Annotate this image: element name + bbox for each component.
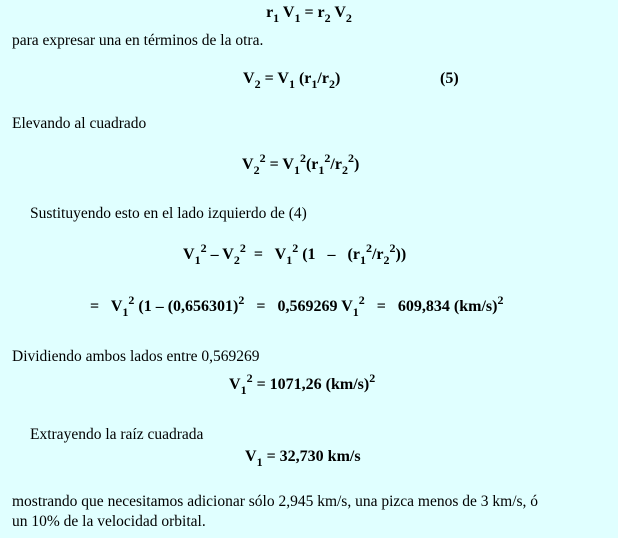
- equation-numeric: = $V_1^2$ ($1 - (0,656301)^2 = 0,569269$ $V_1^2 = 609,834$ $(km/s)^2$: [90, 293, 504, 319]
- paragraph-text: Dividiendo ambos lados entre 0,569269: [12, 348, 260, 365]
- equation-5: $V_2 = V_1$ $(r_1/r_2)$: [243, 70, 341, 91]
- equation-v1: $V_1 = 32,730$ km/s: [245, 448, 361, 469]
- paragraph-text: mostrando que necesitamos adicionar sólo 2,945 km/s, una pizca menos de 3 km/s, ó: [12, 493, 539, 510]
- paragraph-text: para expresar una en términos de la otra.: [12, 32, 264, 49]
- paragraph-text: Extrayendo la raíz cuadrada: [30, 426, 204, 443]
- paragraph-text: un 10% de la velocidad orbital.: [12, 513, 206, 530]
- paragraph-text: Sustituyendo esto en el lado izquierdo de (4): [30, 205, 307, 222]
- equation-v1-squared: $V_1^2 = 1071,26$ $(km/s)^2$: [229, 371, 376, 397]
- equation-number: (5): [440, 70, 459, 87]
- equation-r1v1-r2v2: $r_1$ $V_1 = r_2$ $V_2$: [266, 4, 352, 25]
- equation-difference: $V_1^2 - V_2^2 = V_1^2$ $(1 - (r_1^2/r_2^2))$: [183, 241, 407, 267]
- paragraph-text: Elevando al cuadrado: [12, 115, 147, 132]
- equation-squared: $V_2^2 = V_1^2(r_1^2/r_2^2)$: [242, 151, 360, 177]
